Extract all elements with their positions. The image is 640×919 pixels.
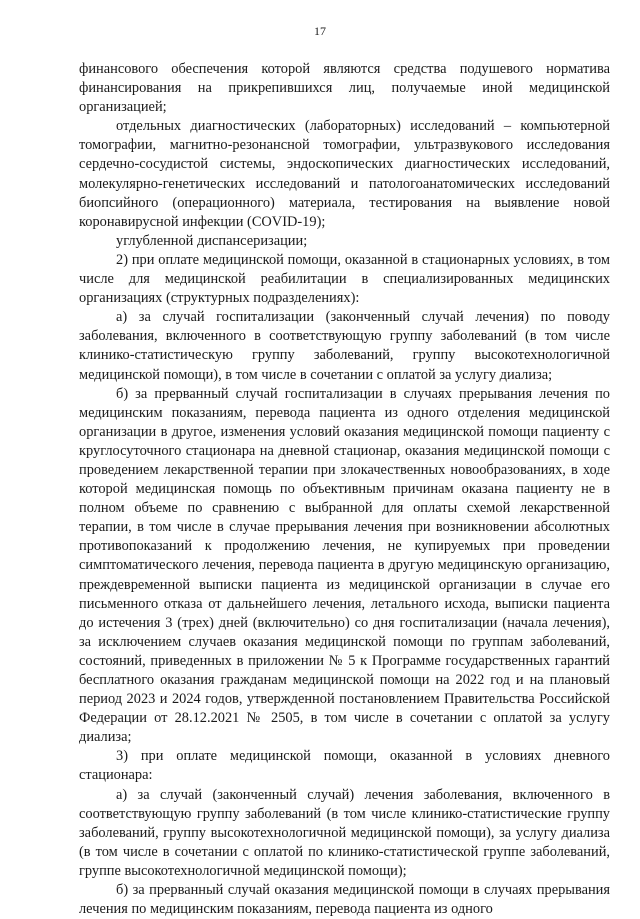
paragraph-diagnostic-studies: отдельных диагностических (лабораторных) исследований – компьютерной томографии, магнитно-резонансной томографии, ультразвукового исследования сердечно-сосудистой системы, эндоскопических диагностических исследований, молекулярно-генетических исследований и патологоанатомических исследований биопсийного (операционного) материала, тестирования на выявление новой коронавирусной инфекции (COVID-19);: [79, 118, 610, 230]
paragraph-day-hospital-payment: 3) при оплате медицинской помощи, оказанной в условиях дневного стационара:: [79, 748, 610, 784]
paragraph-in-depth-screening: углубленной диспансеризации;: [116, 232, 308, 249]
paragraph-inpatient-item-b: б) за прерванный случай госпитализации в случаях прерывания лечения по медицинским показаниям, перевода пациента из одного отделения медицинской организации в другое, изменения условий оказания медицинской помощи пациенту с круглосуточного стационара на дневной стационар, оказания медицинской помощи с проведением лекарственной терапии при злокачественных новообразованиях, в ходе которой медицинская помощь по объективным причинам оказана пациенту не в полном объеме по сравнению с выбранной для оплаты схемой лекарственной терапии, в том числе в случае прерывания лечения при возникновении абсолютных противопоказаний к продолжению лечения, не купируемых при проведении симптоматического лечения, перевода пациента в другую медицинскую организацию, преждевременной выписки пациента из медицинской организации в случае его письменного отказа от дальнейшего лечения, летального исхода, выписки пациента до истечения 3 (трех) дней (включительно) со дня госпитализации (начала лечения), за исключением случаев оказания медицинской помощи по группам заболеваний, состояний, приведенных в приложении № 5 к Программе государственных гарантий бесплатного оказания гражданам медицинской помощи на 2022 год и на плановый период 2023 и 2024 годов, утвержденной постановлением Правительства Российской Федерации от 28.12.2021 № 2505, в том числе в сочетании с оплатой за услугу диализа;: [79, 385, 610, 746]
page-number: 17: [314, 24, 326, 38]
paragraph-financing-continuation: финансового обеспечения которой являются средства подушевого норматива финансирования на прикрепившихся лиц, получаемые иной медицинской организацией;: [79, 61, 610, 116]
paragraph-inpatient-payment: 2) при оплате медицинской помощи, оказанной в стационарных условиях, в том числе для медицинской реабилитации в специализированных медицинских организациях (структурных подразделениях):: [79, 251, 610, 307]
paragraph-day-hospital-item-a: а) за случай (законченный случай) лечения заболевания, включенного в соответствующую группу заболеваний (в том числе клинико-статистические группу заболеваний, группу высокотехнологичной медицинской помощи), за услугу диализа (в том числе в сочетании с оплатой по клинико-статистической группе заболеваний, группе высокотехнологичной медицинской помощи);: [79, 786, 610, 879]
paragraph-inpatient-item-a: а) за случай госпитализации (законченный случай лечения) по поводу заболевания, включенного в соответствующую группу заболеваний (в том числе клинико-статистическую группу заболеваний, группу высокотехнологичной медицинской помощи), в том числе в сочетании с оплатой за услугу диализа;: [79, 309, 610, 383]
document-body: [79, 60, 610, 919]
paragraph-day-hospital-item-b: б) за прерванный случай оказания медицинской помощи в случаях прерывания лечения по медицинским показаниям, перевода пациента из одного: [79, 882, 610, 918]
